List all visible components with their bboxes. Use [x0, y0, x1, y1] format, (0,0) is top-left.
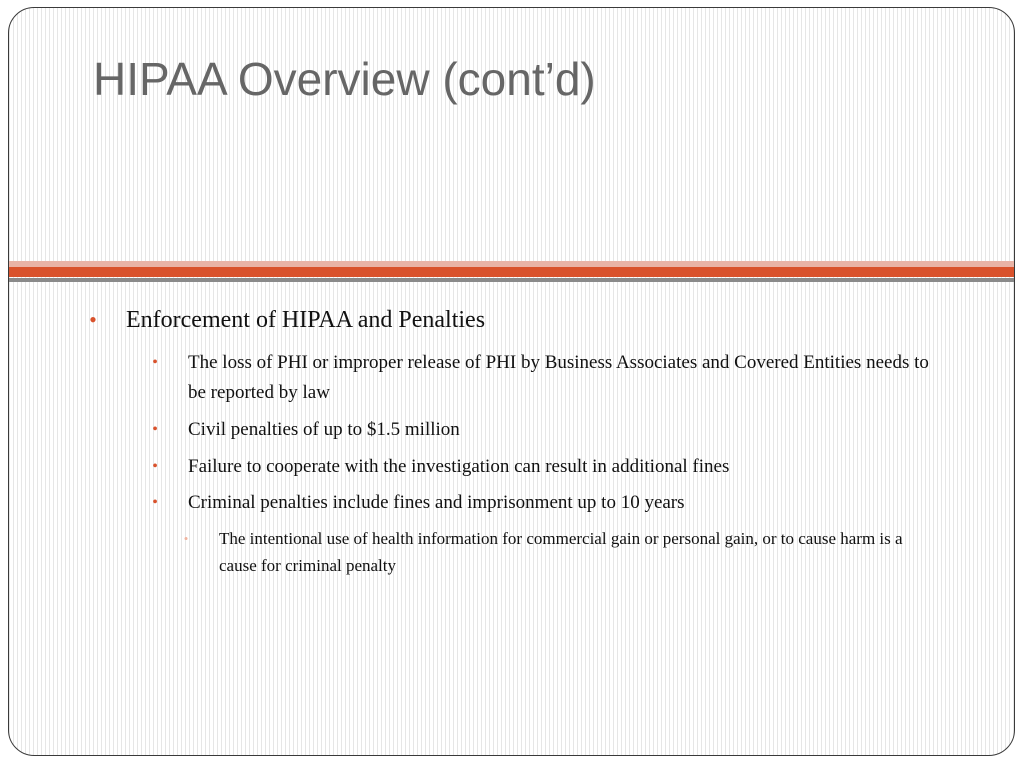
bullet-text: The loss of PHI or improper release of PHI by Business Associates and Covered Entities needs to be reported by law	[188, 352, 929, 403]
bullet-dot-icon: •	[183, 531, 189, 546]
bullet-text: Civil penalties of up to $1.5 million	[188, 419, 460, 440]
bullet-dot-icon: •	[152, 354, 158, 371]
bullet-dot-icon: •	[152, 494, 158, 511]
slide-title: HIPAA Overview (cont’d)	[93, 53, 596, 105]
bullet-text: Failure to cooperate with the investigation can result in additional fines	[188, 456, 730, 477]
bullet-dot-icon: •	[89, 307, 97, 332]
accent-band-gray	[9, 278, 1014, 282]
bullet-text: The intentional use of health information for commercial gain or personal gain, or to cause harm is a cause for criminal penalty	[219, 529, 903, 575]
bullet-text: Criminal penalties include fines and imprisonment up to 10 years	[188, 492, 685, 513]
bullet-dot-icon: •	[152, 421, 158, 438]
slide	[8, 7, 1015, 756]
accent-band	[9, 267, 1014, 277]
bullet-dot-icon: •	[152, 458, 158, 475]
bullet-text: Enforcement of HIPAA and Penalties	[126, 307, 486, 333]
